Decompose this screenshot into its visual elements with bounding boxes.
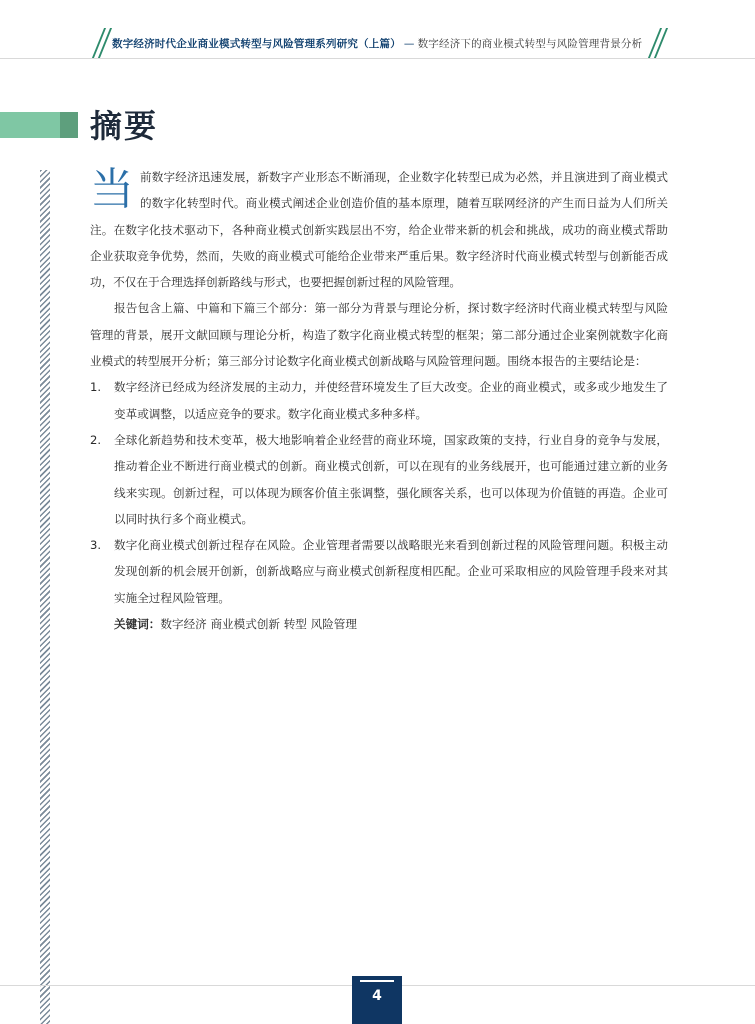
header-main-title: 数字经济时代企业商业模式转型与风险管理系列研究（上篇） <box>112 38 401 50</box>
header-subtitle: 数字经济下的商业模式转型与风险管理背景分析 <box>417 38 643 50</box>
list-item <box>90 532 668 611</box>
list-item-number: 3. <box>90 538 102 553</box>
intro-paragraph-text: 前数字经济迅速发展，新数字产业形态不断涌现，企业数字化转型已成为必然，并且演进到了商业模式的数字化转型时代。商业模式阐述企业创造价值的基本原理，随着互联网经济的产生而日益为人们所关注。在数字化技术驱动下，各种商业模式创新实践层出不穷，给企业带来新的机会和挑战，成功的商业模式帮助企业获取竞争优势，然而，失败的商业模式可能给企业带来严重后果。数字经济时代商业模式转型与创新能否成功，不仅在于合理选择创新路线与形式，也要把握创新过程的风险管理。 <box>90 170 668 290</box>
list-item-text: 数字化商业模式创新过程存在风险。企业管理者需要以战略眼光来看到创新过程的风险管理问题。积极主动发现创新的机会展开创新，创新战略应与商业模式创新程度相匹配。企业可采取相应的风险管理手段来对其实施全过程风险管理。 <box>114 538 668 605</box>
keywords-value: 数字经济 商业模式创新 转型 风险管理 <box>160 617 357 632</box>
list-item <box>90 374 668 427</box>
page-header <box>0 0 755 60</box>
header-slash-left-decoration <box>92 28 112 58</box>
header-title <box>112 36 652 51</box>
abstract-body <box>90 164 668 637</box>
header-separator: — <box>403 38 415 50</box>
list-item <box>90 427 668 532</box>
page-number-bar-decoration <box>360 980 394 982</box>
page-number-box <box>352 976 402 1024</box>
keywords-line <box>90 611 668 637</box>
heading-accent-bar <box>0 112 60 138</box>
list-item-number: 2. <box>90 432 102 447</box>
heading-accent-block <box>60 112 78 138</box>
list-item-text: 数字经济已经成为经济发展的主动力，并使经营环境发生了巨大改变。企业的商业模式，或多或少地发生了变革或调整，以适应竞争的要求。数字化商业模式多种多样。 <box>114 380 668 421</box>
intro-paragraph <box>90 164 668 295</box>
drop-cap: 当 <box>90 164 134 215</box>
section-heading: 摘要 <box>90 107 159 145</box>
side-hatch-decoration <box>40 170 50 1024</box>
list-item-number: 1. <box>90 380 102 395</box>
overview-paragraph: 报告包含上篇、中篇和下篇三个部分：第一部分为背景与理论分析，探讨数字经济时代商业模式转型与风险管理的背景，展开文献回顾与理论分析，构造了数字化商业模式转型的框架；第二部分通过企业案例就数字化商业模式的转型展开分析；第三部分讨论数字化商业模式创新战略与风险管理问题。围绕本报告的主要结论是： <box>90 301 668 369</box>
header-divider <box>0 58 755 59</box>
keywords-label: 关键词： <box>114 617 161 632</box>
conclusion-list <box>90 374 668 611</box>
list-item-text: 全球化新趋势和技术变革，极大地影响着企业经营的商业环境，国家政策的支持，行业自身的竞争与发展，推动着企业不断进行商业模式的创新。商业模式创新，可以在现有的业务线展开，也可能通过建立新的业务线来实现。创新过程，可以体现为顾客价值主张调整，强化顾客关系，也可以体现为价值链的再造。企业可以同时执行多个商业模式。 <box>114 432 668 526</box>
page-number: 4 <box>372 988 382 1004</box>
